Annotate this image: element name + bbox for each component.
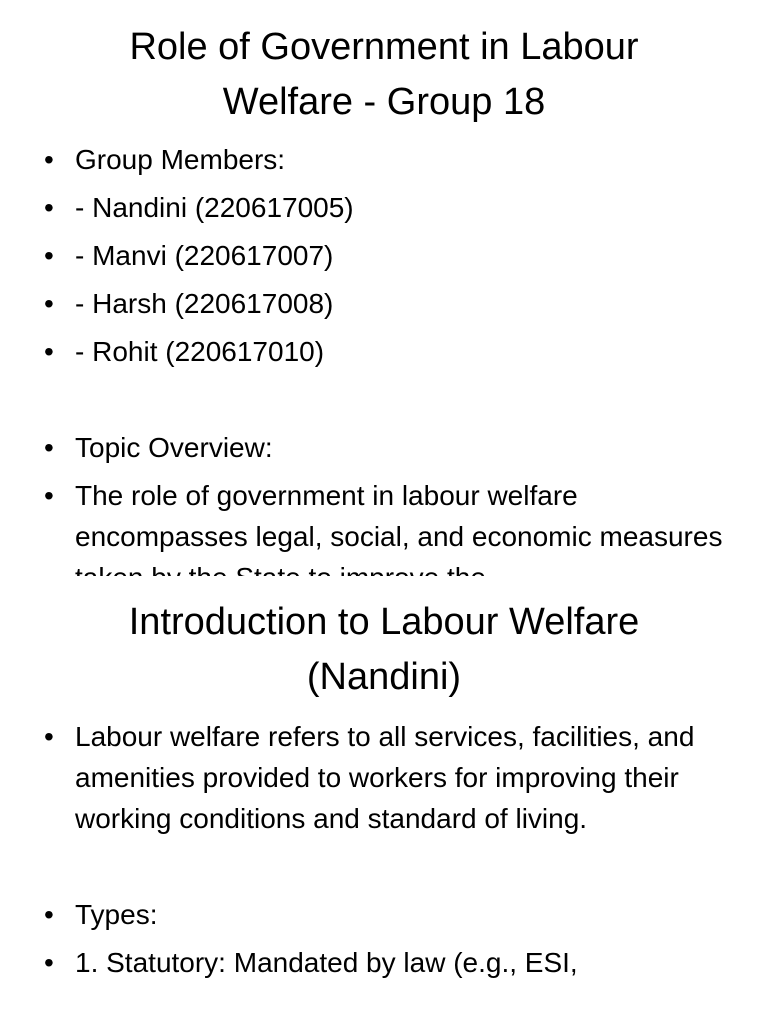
bullet-text: Labour welfare refers to all services, facilities, and amenities provided to workers for improving their working conditions and standard of living.: [75, 721, 695, 834]
bullet-dot: •: [44, 721, 54, 752]
bullet-dot: •: [44, 947, 54, 978]
bullet-item-group-members: [44, 139, 724, 180]
bullet-list: [44, 139, 724, 605]
bullet-text: - Harsh (220617008): [75, 288, 334, 319]
bullet-text: Group Members:: [75, 144, 286, 175]
bullet-dot: •: [44, 288, 54, 319]
bullet-spacer: [44, 846, 724, 887]
bullet-dot: •: [44, 144, 54, 175]
slide-introduction-labour-welfare: [0, 576, 768, 1024]
bullet-item-member-nandini: [44, 187, 724, 228]
slide-title-line-2: (Nandini): [306, 656, 462, 698]
bullet-list: [44, 716, 724, 990]
bullet-item-member-manvi: [44, 235, 724, 276]
slide-title-line-1: Role of Government in Labour: [129, 26, 639, 68]
bullet-dot: •: [44, 480, 54, 511]
slide-title: [40, 20, 728, 130]
bullet-text: The role of government in labour welfare encompasses legal, social, and economic measures: [75, 480, 723, 552]
slide-title: [40, 595, 728, 705]
bullet-spacer: [44, 379, 724, 420]
bullet-item-statutory: [44, 942, 724, 983]
slide-title-line-1: Introduction to Labour Welfare: [128, 601, 640, 643]
bullet-dot: •: [44, 432, 54, 463]
bullet-text: Types:: [75, 899, 158, 930]
bullet-text: - Rohit (220617010): [75, 336, 325, 367]
bullet-item-member-harsh: [44, 283, 724, 324]
bullet-text: 1. Statutory: Mandated by law (e.g., ESI,: [75, 947, 578, 978]
slide-title-line-2: Welfare - Group 18: [222, 81, 546, 123]
bullet-item-topic-overview: [44, 427, 724, 468]
bullet-text: - Manvi (220617007): [75, 240, 334, 271]
bullet-item-types: [44, 894, 724, 935]
bullet-dot: •: [44, 240, 54, 271]
bullet-dot: •: [44, 336, 54, 367]
bullet-item-member-rohit: [44, 331, 724, 372]
bullet-item-definition: [44, 716, 724, 839]
bullet-text: - Nandini (220617005): [75, 192, 354, 223]
bullet-dot: •: [44, 899, 54, 930]
bullet-dot: •: [44, 192, 54, 223]
bullet-text: Topic Overview:: [75, 432, 273, 463]
